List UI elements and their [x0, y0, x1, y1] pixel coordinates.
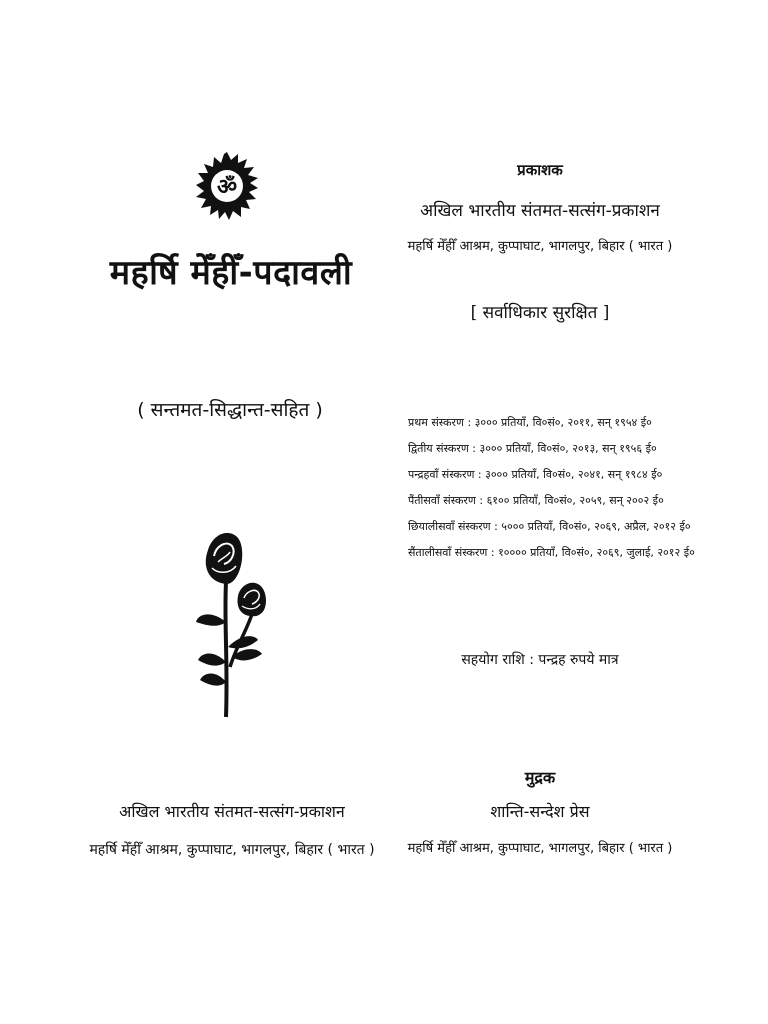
edition-row: सैंतालीसवाँ संस्करण : १०००० प्रतियाँ, वि०सं०, २०६९, जुलाई, २०१२ ई० — [408, 546, 695, 559]
book-title: महर्षि मेँहीँ-पदावली — [109, 253, 353, 293]
om-sun-emblem-icon — [196, 150, 258, 222]
edition-row: प्रथम संस्करण : ३००० प्रतियाँ, वि०सं०, २०११, सन् १९५४ ई० — [408, 416, 652, 429]
publisher-address: महर्षि मेँहीँ आश्रम, कुप्पाघाट, भागलपुर, बिहार ( भारत ) — [407, 239, 673, 254]
left-publisher-address: महर्षि मेँहीँ आश्रम, कुप्पाघाट, भागलपुर, बिहार ( भारत ) — [89, 842, 375, 858]
edition-row: पैंतीसवाँ संस्करण : ६१०० प्रतियाँ, वि०सं०, २०५९, सन् २००२ ई० — [408, 494, 664, 507]
contribution-amount: सहयोग राशि : पन्द्रह रुपये मात्र — [461, 652, 619, 668]
edition-list — [408, 410, 695, 566]
printer-name: शान्ति-सन्देश प्रेस — [490, 802, 590, 821]
edition-row: पन्द्रहवाँ संस्करण : ३००० प्रतियाँ, वि०सं०, २०४१, सन् १९८४ ई० — [408, 468, 663, 481]
edition-row: द्वितीय संस्करण : ३००० प्रतियाँ, वि०सं०, २०१३, सन् १९५६ ई० — [408, 442, 657, 455]
printer-address: महर्षि मेँहीँ आश्रम, कुप्पाघाट, भागलपुर, बिहार ( भारत ) — [407, 841, 673, 856]
black-rose-icon — [186, 522, 286, 722]
publisher-name: अखिल भारतीय संतमत-सत्संग-प्रकाशन — [420, 201, 660, 221]
printer-heading: मुद्रक — [524, 768, 556, 787]
svg-text:ॐ: ॐ — [216, 175, 238, 200]
edition-row: छियालीसवाँ संस्करण : ५००० प्रतियाँ, वि०सं०, २०६९, अप्रैल, २०१२ ई० — [408, 520, 691, 533]
book-subtitle: ( सन्तमत-सिद्धान्त-सहित ) — [137, 399, 323, 421]
left-publisher-name: अखिल भारतीय संतमत-सत्संग-प्रकाशन — [119, 802, 345, 821]
publisher-heading: प्रकाशक — [517, 161, 563, 179]
rights-notice: [ सर्वाधिकार सुरक्षित ] — [470, 303, 610, 323]
